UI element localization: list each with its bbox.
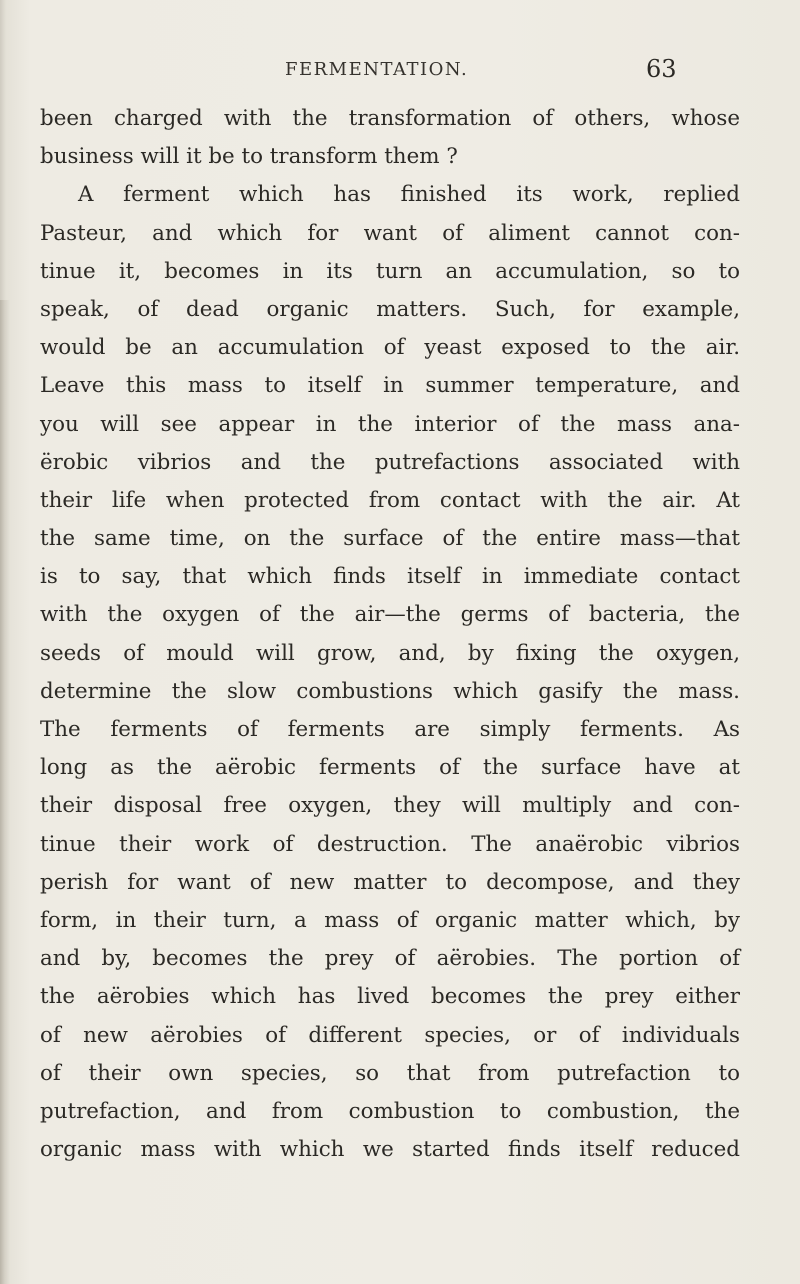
text-line: Leave this mass to itself in summer temperature, and <box>40 373 740 399</box>
text-line: form, in their turn, a mass of organic matter which, by <box>40 907 740 933</box>
text-line: The ferments of ferments are simply ferments. As <box>40 717 740 742</box>
page-number: 63 <box>646 55 677 83</box>
text-line: tinue it, becomes in its turn an accumulation, so to <box>40 258 740 284</box>
text-line: Pasteur, and which for want of aliment cannot con- <box>40 220 740 246</box>
text-line: you will see appear in the interior of the mass ana- <box>40 411 740 437</box>
text-line: A ferment which has finished its work, replied <box>78 182 740 208</box>
text-line: their life when protected from contact with the air. At <box>40 487 740 513</box>
text-line: tinue their work of destruction. The anaërobic vibrios <box>40 831 740 857</box>
text-line: the same time, on the surface of the entire mass—that <box>40 526 740 552</box>
text-line: and by, becomes the prey of aërobies. The portion of <box>40 946 740 972</box>
text-line: long as the aërobic ferments of the surface have at <box>40 755 740 781</box>
text-line: ërobic vibrios and the putrefactions associated with <box>40 449 740 475</box>
binding-edge-shadow <box>0 300 10 1284</box>
text-line: with the oxygen of the air—the germs of bacteria, the <box>40 602 740 628</box>
text-line: is to say, that which finds itself in immediate contact <box>40 564 740 590</box>
text-line: seeds of mould will grow, and, by fixing the oxygen, <box>40 640 740 666</box>
text-line: of their own species, so that from putrefaction to <box>40 1060 740 1086</box>
running-head: FERMENTATION. <box>285 59 469 80</box>
text-line: organic mass with which we started finds itself reduced <box>40 1137 740 1163</box>
text-line: would be an accumulation of yeast exposed to the air. <box>40 335 740 361</box>
text-line: speak, of dead organic matters. Such, for example, <box>40 296 740 322</box>
text-line: of new aërobies of different species, or of individuals <box>40 1022 740 1048</box>
text-line: the aërobies which has lived becomes the prey either <box>40 984 740 1010</box>
text-line: business will it be to transform them ? <box>40 144 458 170</box>
body-text <box>40 100 740 1169</box>
text-line: their disposal free oxygen, they will multiply and con- <box>40 793 740 819</box>
text-line: putrefaction, and from combustion to combustion, the <box>40 1098 740 1124</box>
text-line: been charged with the transformation of others, whose <box>40 106 740 131</box>
text-line: determine the slow combustions which gasify the mass. <box>40 678 740 704</box>
page-header <box>0 55 800 85</box>
text-line: perish for want of new matter to decompose, and they <box>40 869 740 895</box>
